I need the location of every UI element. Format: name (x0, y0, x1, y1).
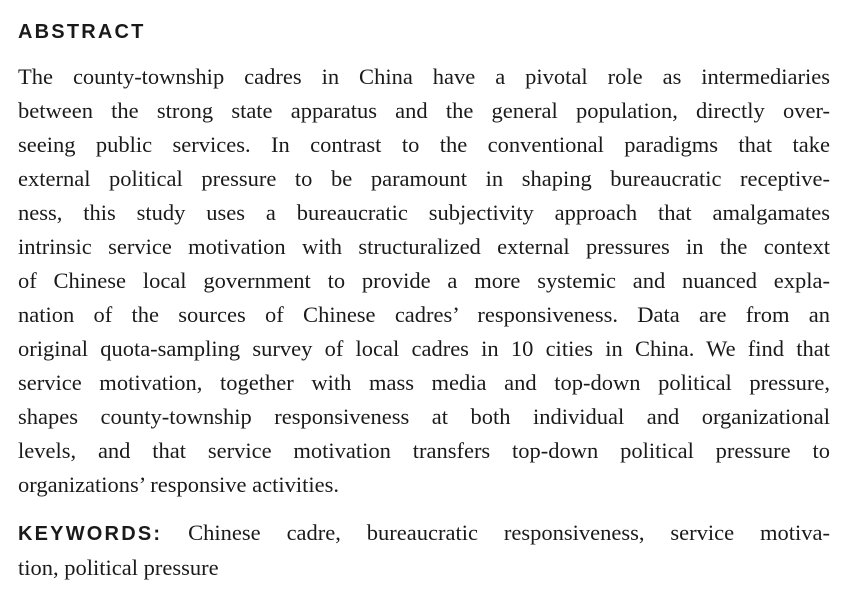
abstract-line: levels, and that service motivation transfers top-down political pressure to (18, 438, 830, 463)
abstract-line: nation of the sources of Chinese cadres’ responsiveness. Data are from an (18, 302, 830, 327)
abstract-line: ness, this study uses a bureaucratic subjectivity approach that amalgamates (18, 200, 830, 225)
abstract-line: between the strong state apparatus and the general population, directly over- (18, 98, 830, 123)
keywords-line (18, 516, 830, 551)
keywords-line: tion, political pressure (18, 555, 219, 580)
abstract-line: shapes county-township responsiveness at both individual and organizational (18, 404, 830, 429)
abstract-line: original quota-sampling survey of local cadres in 10 cities in China. We find that (18, 336, 830, 361)
abstract-heading: ABSTRACT (18, 21, 146, 43)
abstract-section (18, 16, 830, 585)
abstract-line: intrinsic service motivation with structuralized external pressures in the context (18, 234, 830, 259)
abstract-paragraph (18, 60, 830, 502)
keywords-text: Chinese cadre, bureaucratic responsiveness, service motiva- (188, 520, 830, 545)
keywords-block (18, 516, 830, 585)
abstract-line: service motivation, together with mass media and top-down political pressure, (18, 370, 830, 395)
abstract-line: The county-township cadres in China have a pivotal role as intermediaries (18, 64, 830, 89)
abstract-line: external political pressure to be paramount in shaping bureaucratic receptive- (18, 166, 830, 191)
abstract-line: seeing public services. In contrast to the conventional paradigms that take (18, 132, 830, 157)
abstract-line: of Chinese local government to provide a more systemic and nuanced expla- (18, 268, 830, 293)
abstract-line: organizations’ responsive activities. (18, 472, 339, 497)
keywords-label: KEYWORDS: (18, 523, 163, 545)
